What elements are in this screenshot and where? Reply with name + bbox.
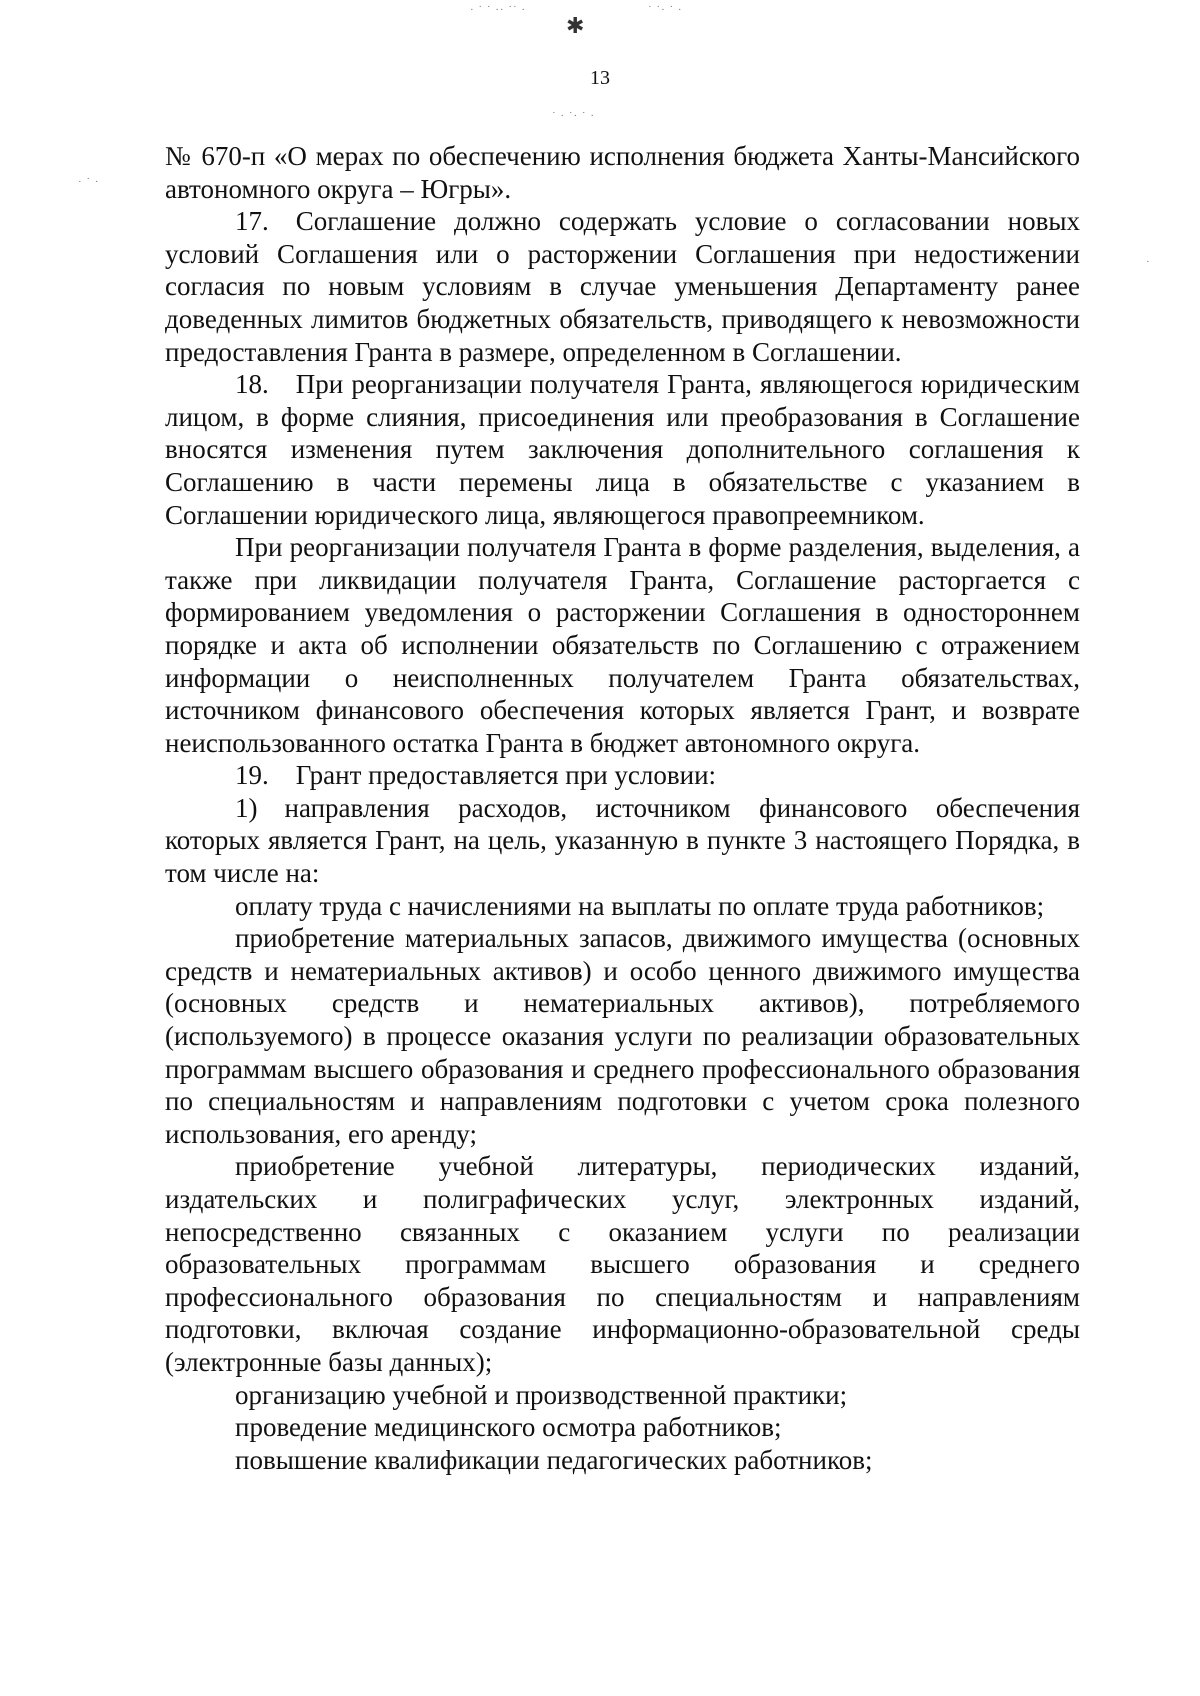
- paragraph: При реорганизации получателя Гранта в форме разделения, выделения, а также при ликвидации получателя Гранта, Соглашение расторгается с формированием уведомления о расторжении Соглашения в одностороннем порядке и акта об исполнении обязательств по Соглашению с отражением информации о неисполненных получателем Гранта обязательствах, источником финансового обеспечения которых является Грант, и возврате неиспользованного остатка Гранта в бюджет автономного округа.: [165, 532, 1080, 758]
- scan-artifact-icon: ✱: [566, 13, 586, 38]
- paragraph: 19. Грант предоставляется при условии:: [235, 760, 717, 791]
- paragraph: 17. Соглашение должно содержать условие о согласовании новых условий Соглашения или о расторжении Соглашения при недостижении согласия по новым условиям в случае уменьшения Департаменту ранее доведенных лимитов бюджетных обязательств, приводящего к невозможности предоставления Гранта в размере, определенном в Соглашении.: [165, 206, 1080, 367]
- paragraph: № 670-п «О мерах по обеспечению исполнения бюджета Ханты-Мансийского автономного округа – Югры».: [165, 141, 1080, 204]
- paragraph: приобретение материальных запасов, движимого имущества (основных средств и нематериальных активов) и особо ценного движимого имущества (основных средств и нематериальных активов), потребляемого (используемого) в процессе оказания услуги по реализации образовательных программам высшего образования и среднего профессионального образования по специальностям и направлениям подготовки с учетом срока полезного использования, его аренду;: [165, 923, 1080, 1149]
- paragraph: повышение квалификации педагогических работников;: [235, 1444, 873, 1475]
- scan-artifact-icon: ˙ · ˙· ˙ ·: [552, 110, 595, 122]
- paragraph: организацию учебной и производственной практики;: [235, 1379, 848, 1410]
- scan-artifact-icon: · ˙ ·: [78, 176, 100, 188]
- paragraph: 18. При реорганизации получателя Гранта, являющегося юридическим лицом, в форме слияния, присоединения или преобразования в Соглашение вносятся изменения путем заключения дополнительного соглашения к Соглашению в части перемены лица в обязательстве с указанием в Соглашении юридического лица, являющегося правопреемником.: [165, 369, 1080, 530]
- paragraph: 1) направления расходов, источником финансового обеспечения которых является Грант, на цель, указанную в пункте 3 настоящего Порядка, в том числе на:: [165, 792, 1080, 889]
- page-number: 13: [590, 67, 610, 89]
- paragraph: оплату труда с начислениями на выплаты по оплате труда работников;: [235, 890, 1045, 921]
- scan-artifact-icon: · ˙ ˙ ·· ˙˙ ·: [470, 4, 527, 16]
- paragraph: проведение медицинского осмотра работников;: [235, 1412, 782, 1443]
- scan-artifact-icon: ·: [1146, 256, 1151, 268]
- paragraph: приобретение учебной литературы, периодических изданий, издательских и полиграфических услуг, электронных изданий, непосредственно связанных с оказанием услуги по реализации образовательных программам высшего образования и среднего профессионального образования по специальностям и направлениям подготовки, включая создание информационно-образовательной среды (электронные базы данных);: [165, 1151, 1080, 1377]
- scan-artifact-icon: ˙ ˙· ˙ ·: [648, 4, 683, 16]
- document-body: [165, 140, 1080, 1476]
